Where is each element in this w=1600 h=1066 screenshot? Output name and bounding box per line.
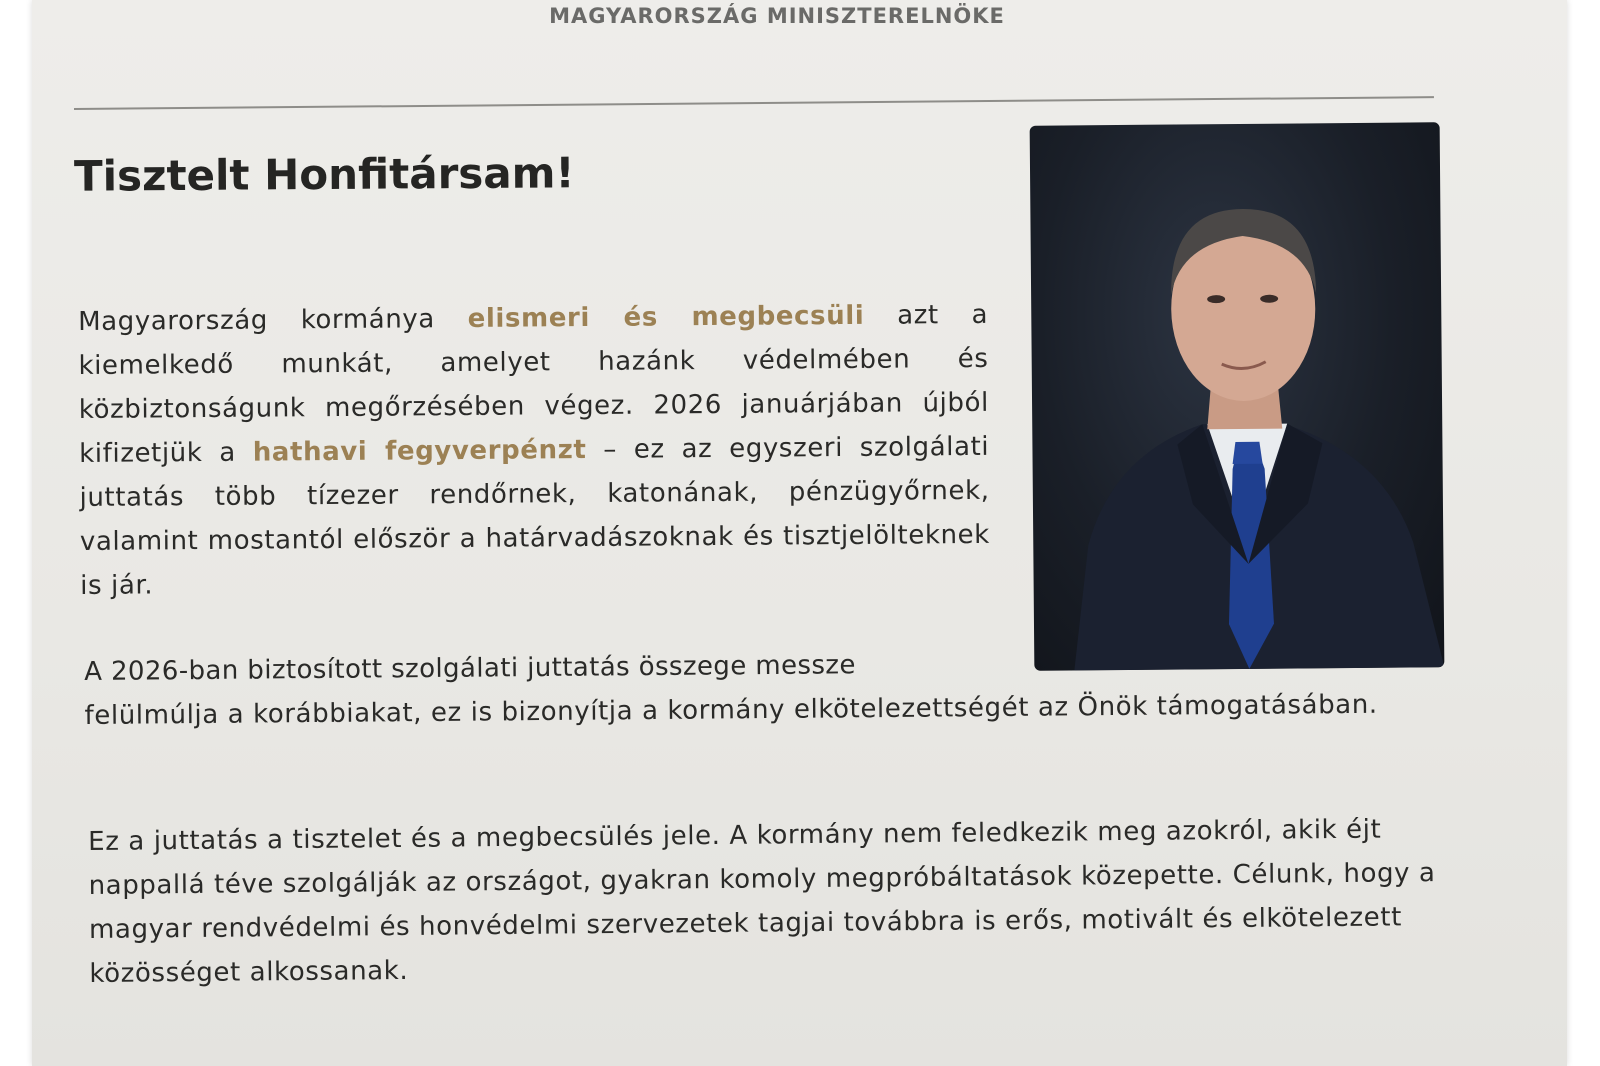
paragraph-1 bbox=[78, 293, 990, 608]
portrait-illustration bbox=[1030, 122, 1445, 671]
paragraph-2 bbox=[84, 638, 1475, 738]
header-divider bbox=[74, 96, 1434, 110]
letterhead-title: MAGYARORSZÁG MINISZTERELNÖKE bbox=[549, 4, 1005, 28]
paragraph-1-text-a: Magyarország kormánya bbox=[78, 303, 468, 337]
portrait-photo bbox=[1030, 122, 1445, 671]
paragraph-1-text-c: – ez az egyszeri szolgálati juttatás több tízezer rendőrnek, katonának, pénzügyőrnek, valamint mostantól először a határvadászoknak és tisztjelölteknek is jár. bbox=[79, 431, 990, 601]
highlight-recognition: elismeri és megbecsüli bbox=[467, 300, 865, 334]
paragraph-1-text-b: azt a kiemelkedő munkát, amelyet hazánk védelmében és közbiztonságunk megőrzésében végez. 2026 januárjában újból kifizetjük a bbox=[78, 299, 989, 469]
paragraph-3: Ez a juttatás a tisztelet és a megbecsülés jele. A kormány nem feledkezik meg azokról, akik éjt nappallá téve szolgálják az országot, gyakran komoly megpróbáltatások közepette. Célunk, hogy a magyar rendvédelmi és honvédelmi szervezetek tagjai továbbra is erős, motivált és elkötelezett közösséget alkossanak. bbox=[88, 814, 1436, 989]
letter-greeting: Tisztelt Honfitársam! bbox=[73, 148, 575, 201]
paragraph-2-rest: felülmúlja a korábbiakat, ez is bizonyítja a kormány elkötelezettségét az Önök támogatásában. bbox=[84, 689, 1378, 731]
highlight-weapon-bonus: hathavi fegyverpénzt bbox=[252, 435, 587, 468]
letter-sheet bbox=[32, 0, 1567, 1066]
paragraph-2-line-1: A 2026-ban biztosított szolgálati juttatás összege messze bbox=[84, 650, 856, 687]
